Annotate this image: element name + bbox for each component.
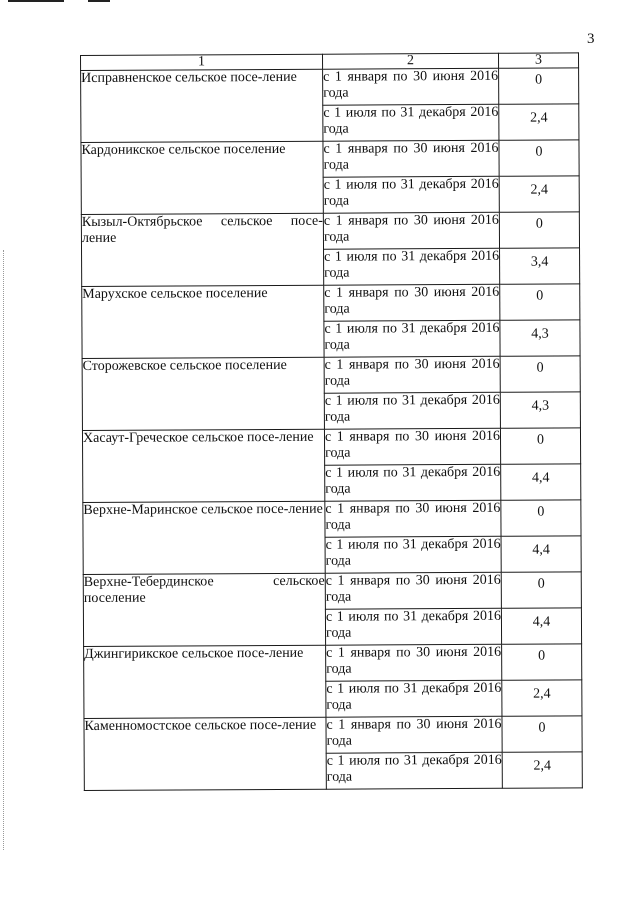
- period-cell: с 1 июля по 31 декабря 2016 года: [326, 680, 502, 717]
- rate-value: 4,3: [500, 392, 580, 428]
- table-row: [81, 68, 579, 107]
- settlement-name: Каменномостское сельское посе-ление: [84, 717, 326, 790]
- rate-value: 2,4: [499, 104, 579, 140]
- column-header: 2: [322, 53, 498, 69]
- settlement-name: Исправненское сельское посе-ление: [81, 69, 323, 142]
- scan-edge-mark: [8, 0, 64, 2]
- rates-table: [80, 52, 583, 791]
- rate-value: 2,4: [502, 680, 582, 716]
- settlement-name: Верхне-Маринское сельское посе-ление: [83, 501, 325, 574]
- period-cell: с 1 января по 30 июня 2016 года: [325, 500, 501, 537]
- column-header: 1: [81, 54, 323, 70]
- period-cell: с 1 июля по 31 декабря 2016 года: [324, 248, 500, 285]
- rate-value: 0: [499, 212, 579, 248]
- settlement-name: Кызыл-Октябрьское сельское посе-ление: [81, 213, 323, 286]
- table-row: [81, 212, 579, 251]
- period-cell: с 1 июля по 31 декабря 2016 года: [324, 392, 500, 429]
- rate-value: 4,3: [500, 320, 580, 356]
- table-row: [83, 572, 581, 611]
- rate-value: 2,4: [499, 176, 579, 212]
- rate-value: 0: [499, 68, 579, 104]
- rate-value: 3,4: [500, 248, 580, 284]
- period-cell: с 1 июля по 31 декабря 2016 года: [323, 176, 499, 213]
- rate-value: 0: [500, 356, 580, 392]
- period-cell: с 1 июля по 31 декабря 2016 года: [325, 536, 501, 573]
- rate-value: 0: [502, 716, 582, 752]
- period-cell: с 1 июля по 31 декабря 2016 года: [325, 464, 501, 501]
- period-cell: с 1 июля по 31 декабря 2016 года: [326, 752, 502, 789]
- rate-value: 0: [499, 140, 579, 176]
- table-row: [82, 356, 580, 395]
- scan-margin-dots: [3, 250, 6, 850]
- settlement-name: Верхне-Тебердинское сельское поселение: [83, 573, 325, 646]
- period-cell: с 1 июля по 31 декабря 2016 года: [324, 320, 500, 357]
- settlement-name: Джингирикское сельское посе-ление: [84, 645, 326, 718]
- period-cell: с 1 января по 30 июня 2016 года: [326, 644, 502, 681]
- table-row: [83, 500, 581, 539]
- scan-edge-mark: [88, 0, 110, 2]
- period-cell: с 1 января по 30 июня 2016 года: [324, 428, 500, 465]
- page-number: 3: [587, 31, 595, 47]
- column-header: 3: [498, 53, 578, 68]
- rate-value: 4,4: [501, 464, 581, 500]
- settlement-name: Кардоникское сельское поселение: [81, 141, 323, 214]
- settlement-name: Сторожевское сельское поселение: [82, 357, 324, 430]
- table-row: [81, 140, 579, 179]
- period-cell: с 1 января по 30 июня 2016 года: [324, 356, 500, 393]
- rate-value: 4,4: [501, 608, 581, 644]
- settlement-name: Хасаут-Греческое сельское посе-ление: [82, 429, 324, 502]
- rate-value: 2,4: [502, 752, 582, 788]
- rate-value: 0: [501, 572, 581, 608]
- period-cell: с 1 января по 30 июня 2016 года: [325, 572, 501, 609]
- period-cell: с 1 января по 30 июня 2016 года: [323, 140, 499, 177]
- table-row: [84, 716, 582, 755]
- rate-value: 4,4: [501, 536, 581, 572]
- rate-value: 0: [500, 428, 580, 464]
- period-cell: с 1 января по 30 июня 2016 года: [323, 68, 499, 105]
- period-cell: с 1 июля по 31 декабря 2016 года: [325, 608, 501, 645]
- period-cell: с 1 июля по 31 декабря 2016 года: [323, 104, 499, 141]
- rate-value: 0: [501, 500, 581, 536]
- settlement-name: Марухское сельское поселение: [82, 285, 324, 358]
- rate-value: 0: [500, 284, 580, 320]
- rate-value: 0: [502, 644, 582, 680]
- table-row: [84, 644, 582, 683]
- period-cell: с 1 января по 30 июня 2016 года: [326, 716, 502, 753]
- period-cell: с 1 января по 30 июня 2016 года: [324, 284, 500, 321]
- period-cell: с 1 января по 30 июня 2016 года: [323, 212, 499, 249]
- table-row: [82, 284, 580, 323]
- table-row: [82, 428, 580, 467]
